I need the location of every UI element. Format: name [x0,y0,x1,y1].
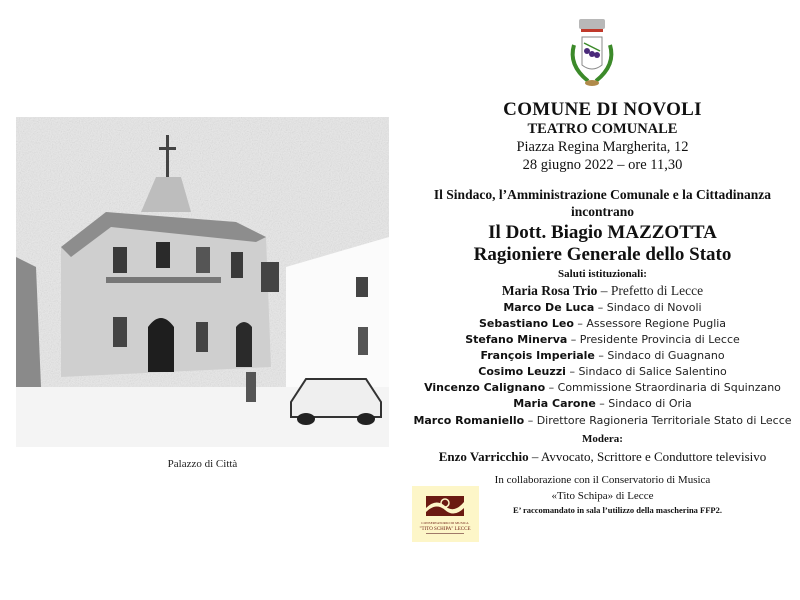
moderator-item [405,449,800,465]
collaboration-line-2: «Tito Schipa» di Lecce [551,490,654,502]
speaker-role: – Assessore Regione Puglia [573,317,727,330]
mask-notice: E’ raccomandato in sala l’utilizzo della mascherina FFP2. [512,505,722,515]
speaker-item [405,365,800,378]
speaker-name: Cosimo Leuzzi [478,365,566,378]
venue-title: TEATRO COMUNALE [527,121,678,137]
speaker-role: – Commissione Straordinaria di Squinzano [545,381,781,394]
speaker-item [405,414,800,427]
speaker-item [405,283,800,299]
speaker-role: – Sindaco di Oria [595,397,692,410]
coat-of-arms-icon [562,17,622,93]
speaker-name: Maria Rosa Trio [501,283,598,298]
address: Piazza Regina Margherita, 12 [516,139,689,155]
speaker-role: – Sindaco di Salice Salentino [565,365,727,378]
speaker-name: Marco De Luca [503,301,595,314]
speaker-item [405,317,800,330]
municipality-title: COMUNE DI NOVOLI [503,99,702,120]
collaboration-line-1: In collaborazione con il Conservatorio di Musica [494,474,711,486]
invitation-line-1: Il Sindaco, l’Amministrazione Comunale e la Cittadinanza [433,187,772,202]
guest-role: Ragioniere Generale dello Stato [473,244,732,265]
invitation-line-2: incontrano [570,204,634,219]
greetings-heading: Saluti istituzionali: [558,268,647,280]
conservatory-logo [412,486,479,542]
svg-text:CONSERVATORIO DI MUSICA: CONSERVATORIO DI MUSICA [421,521,469,525]
speaker-item [405,301,800,314]
guest-name: Il Dott. Biagio MAZZOTTA [488,222,717,243]
moderator-role: – Avvocato, Scrittore e Conduttore televisivo [528,449,767,464]
speaker-name: Maria Carone [513,397,596,410]
speaker-item [405,349,800,362]
moderator-heading: Modera: [582,433,623,445]
speaker-item [405,381,800,394]
speaker-role: – Presidente Provincia di Lecce [567,333,740,346]
speaker-name: Vincenzo Calignano [424,381,546,394]
event-datetime: 28 giugno 2022 – ore 11,30 [522,157,683,173]
speaker-role: – Sindaco di Guagnano [594,349,725,362]
moderator-name: Enzo Varricchio [438,449,529,464]
speaker-item [405,397,800,410]
speaker-role: – Sindaco di Novoli [594,301,702,314]
speaker-name: Stefano Minerva [465,333,568,346]
photo-caption: Palazzo di Città [167,458,238,470]
speaker-name: Sebastiano Leo [478,317,574,330]
palazzo-photo [16,117,389,447]
speaker-role: – Direttore Ragioneria Territoriale Stato di Lecce [524,414,792,427]
speaker-name: Marco Romaniello [413,414,525,427]
speaker-item [405,333,800,346]
speaker-name: François Imperiale [480,349,595,362]
svg-text:"TITO SCHIPA" LECCE: "TITO SCHIPA" LECCE [419,527,471,532]
speaker-role: – Prefetto di Lecce [597,283,704,298]
